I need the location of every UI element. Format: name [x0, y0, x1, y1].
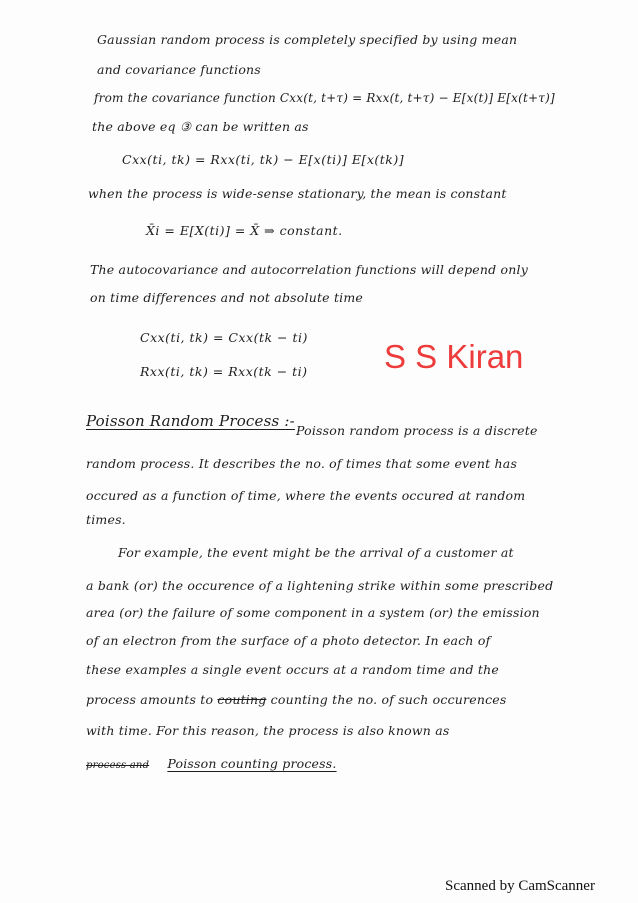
text-line: a bank (or) the occurence of a lightening strike within some prescribed — [86, 578, 554, 593]
text-line: For example, the event might be the arrival of a customer at — [118, 545, 514, 560]
text-line: from the covariance function Cxx(t, t+τ) = Rxx(t, t+τ) − E[x(t)] E[x(t+τ)] — [94, 91, 555, 105]
equation: X̄i = E[X(ti)] = X̄ ⇒ constant. — [146, 223, 343, 238]
text-line — [86, 756, 337, 774]
equation: Rxx(ti, tk) = Rxx(tk − ti) — [140, 364, 308, 379]
text-line: these examples a single event occurs at a random time and the — [86, 662, 499, 677]
key-term: Poisson counting process. — [167, 756, 337, 771]
watermark: S S Kiran — [384, 338, 524, 375]
equation: Cxx(ti, tk) = Rxx(ti, tk) − E[x(ti)] E[x(tk)] — [122, 152, 405, 167]
text-line: with time. For this reason, the process is also known as — [86, 723, 450, 738]
text-line: times. — [86, 512, 126, 527]
text-line: of an electron from the surface of a photo detector. In each of — [86, 633, 491, 648]
text-line: random process. It describes the no. of times that some event has — [86, 456, 518, 471]
text-line: and covariance functions — [97, 62, 261, 77]
text-line: occured as a function of time, where the events occured at random — [86, 488, 526, 503]
text-line — [86, 692, 507, 708]
text-line: Poisson random process is a discrete — [296, 423, 538, 438]
text-line: on time differences and not absolute time — [90, 290, 364, 305]
text-fragment: counting the no. of such occurences — [270, 692, 507, 707]
equation: Cxx(ti, tk) = Cxx(tk − ti) — [140, 330, 308, 345]
text-line: when the process is wide-sense stationary, the mean is constant — [88, 186, 507, 201]
text-line: area (or) the failure of some component in a system (or) the emission — [86, 605, 540, 620]
text-line: The autocovariance and autocorrelation functions will depend only — [90, 262, 528, 277]
struck-word: process and — [86, 760, 150, 771]
text-line: Gaussian random process is completely specified by using mean — [97, 32, 518, 47]
text-fragment: process amounts to — [86, 692, 214, 707]
section-heading: Poisson Random Process :- — [86, 412, 295, 430]
struck-word: couting — [217, 692, 267, 707]
scanner-footer: Scanned by CamScanner — [445, 878, 595, 894]
text-line: the above eq ③ can be written as — [92, 119, 309, 134]
